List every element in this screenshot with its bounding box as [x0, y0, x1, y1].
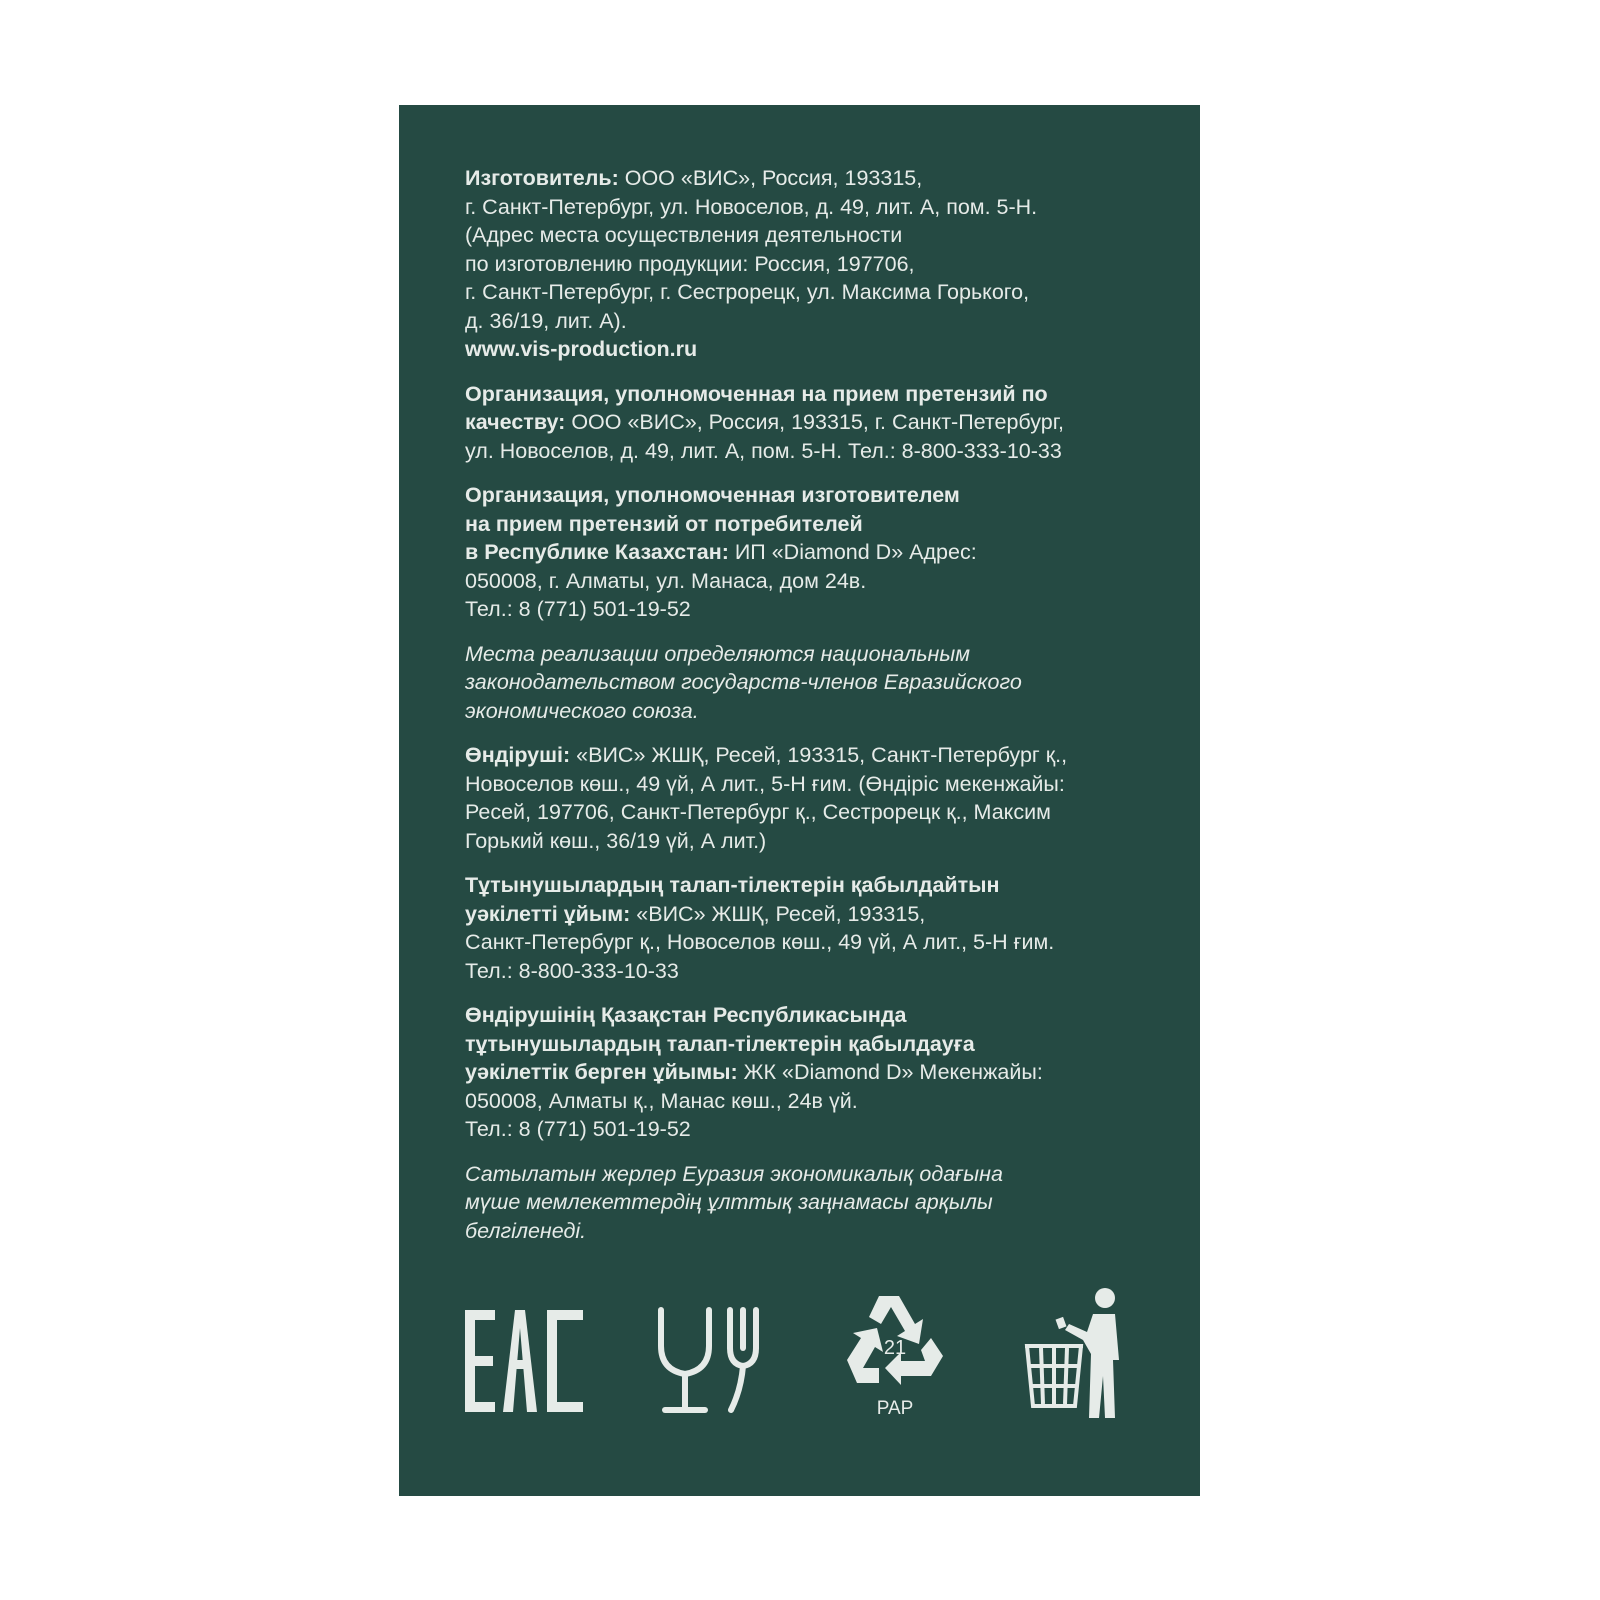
text-line: Тел.: 8 (771) 501-19-52 — [465, 597, 691, 621]
text-line: Тел.: 8-800-333-10-33 — [465, 958, 679, 983]
text-line: в Республике Казахстан: ИП «Diamond D» Адрес: — [465, 540, 977, 564]
text-line: ул. Новоселов, д. 49, лит. А, пом. 5-Н. Тел.: 8-800-333-10-33 — [465, 438, 1062, 463]
manufacturer-block — [465, 164, 1185, 364]
text-line: г. Санкт-Петербург, ул. Новоселов, д. 49, лит. А, пом. 5-Н. — [465, 194, 1038, 219]
tidyman-icon — [1023, 1284, 1133, 1420]
manufacturer-kz-block — [465, 741, 1185, 855]
text-line: Организация, уполномоченная изготовителем — [465, 483, 960, 507]
text-line: Изготовитель: ООО «ВИС», Россия, 193315, — [465, 166, 923, 190]
kz-claims-kz-block — [465, 1001, 1185, 1144]
text-line: белгіленеді. — [465, 1218, 587, 1243]
text-line: д. 36/19, лит. А). — [465, 308, 627, 333]
text-line: Өндіруші: «ВИС» ЖШҚ, Ресей, 193315, Санкт-Петербург қ., — [465, 743, 1068, 767]
text-line: (Адрес места осуществления деятельности — [465, 223, 903, 247]
text-line: Тұтынушылардың талап-тілектерін қабылдайтын — [465, 873, 1000, 897]
text-line: Сатылатын жерлер Еуразия экономикалық одағына — [465, 1161, 1003, 1186]
claims-kz-block — [465, 871, 1185, 985]
text-line: г. Санкт-Петербург, г. Сестрорецк, ул. Максима Горького, — [465, 280, 1030, 304]
text-line: 050008, г. Алматы, ул. Манаса, дом 24в. — [465, 568, 867, 593]
text-line: Өндірушінің Қазақстан Республикасында — [465, 1003, 907, 1027]
recycle-code: PAP — [876, 1398, 914, 1419]
text-line: Тел.: 8 (771) 501-19-52 — [465, 1117, 691, 1141]
glass-fork-icon — [655, 1304, 785, 1418]
certification-icons — [399, 1290, 1200, 1430]
quality-claims-block — [465, 380, 1185, 466]
label-text — [465, 164, 1185, 1261]
text-line: Ресей, 197706, Санкт-Петербург қ., Сестрорецк қ., Максим — [465, 800, 1051, 824]
label-card — [399, 105, 1200, 1496]
text-line: экономического союза. — [465, 698, 699, 723]
text-line: Горький көш., 36/19 үй, А лит.) — [465, 828, 767, 853]
eac-mark-icon — [465, 1310, 585, 1412]
recycle-icon — [839, 1290, 951, 1420]
text-line: мүше мемлекеттердің ұлттық заңнамасы арқылы — [465, 1190, 993, 1214]
sales-note-ru-block — [465, 640, 1185, 726]
website-line: www.vis-production.ru — [465, 337, 698, 361]
text-line: Новоселов көш., 49 үй, А лит., 5-Н ғим. (Өндіріс мекенжайы: — [465, 771, 1065, 796]
text-line: качеству: ООО «ВИС», Россия, 193315, г. Санкт-Петербург, — [465, 410, 1064, 434]
text-line: на прием претензий от потребителей — [465, 511, 863, 536]
text-line: Места реализации определяются национальным — [465, 641, 970, 666]
sales-note-kz-block — [465, 1160, 1185, 1246]
text-line: Санкт-Петербург қ., Новоселов көш., 49 үй, А лит., 5-Н ғим. — [465, 930, 1055, 954]
text-line: уәкілеттік берген ұйымы: ЖК «Diamond D» Мекенжайы: — [465, 1060, 1043, 1084]
text-line: уәкілетті ұйым: «ВИС» ЖШҚ, Ресей, 193315, — [465, 901, 926, 926]
text-line: по изготовлению продукции: Россия, 197706, — [465, 251, 915, 276]
text-line: 050008, Алматы қ., Манас көш., 24в үй. — [465, 1088, 858, 1113]
text-line: Организация, уполномоченная на прием претензий по — [465, 381, 1048, 406]
recycle-number: 21 — [883, 1337, 907, 1359]
text-line: тұтынушылардың талап-тілектерін қабылдауға — [465, 1031, 975, 1056]
kz-claims-ru-block — [465, 481, 1185, 624]
text-line: законодательством государств-членов Евразийского — [465, 670, 1022, 694]
